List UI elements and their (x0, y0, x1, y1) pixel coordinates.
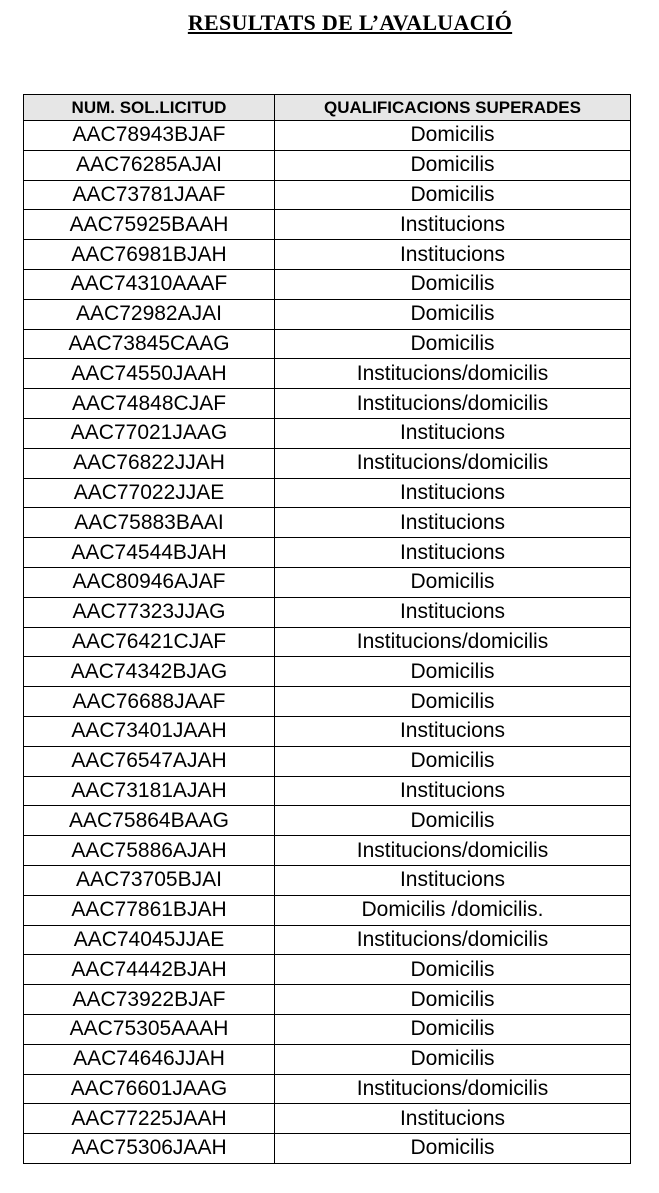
table-row (24, 657, 631, 687)
request-number-cell: AAC80946AJAF (24, 567, 275, 597)
request-number-cell: AAC75306JAAH (24, 1134, 275, 1164)
table-body (24, 121, 631, 1164)
table-row (24, 359, 631, 389)
qualification-cell: Institucions (275, 1104, 631, 1134)
request-number-cell: AAC74544BJAH (24, 538, 275, 568)
request-number-cell: AAC77022JJAE (24, 478, 275, 508)
table-row (24, 597, 631, 627)
qualification-cell: Institucions (275, 418, 631, 448)
qualification-cell: Domicilis (275, 1014, 631, 1044)
table-row (24, 1104, 631, 1134)
table-row (24, 508, 631, 538)
table-row (24, 329, 631, 359)
request-number-cell: AAC78943BJAF (24, 121, 275, 151)
table-row (24, 836, 631, 866)
qualification-cell: Domicilis (275, 746, 631, 776)
table-row (24, 240, 631, 270)
qualification-cell: Domicilis (275, 687, 631, 717)
qualification-cell: Domicilis (275, 1134, 631, 1164)
qualification-cell: Domicilis (275, 806, 631, 836)
request-number-cell: AAC76421CJAF (24, 627, 275, 657)
table-row (24, 299, 631, 329)
qualification-cell: Institucions (275, 210, 631, 240)
results-table (23, 94, 631, 1164)
request-number-cell: AAC76601JAAG (24, 1074, 275, 1104)
qualification-cell: Institucions/domicilis (275, 925, 631, 955)
table-header (24, 95, 631, 121)
column-header-qualifications: QUALIFICACIONS SUPERADES (275, 95, 631, 121)
page-title: RESULTATS DE L’AVALUACIÓ (187, 10, 513, 35)
request-number-cell: AAC74550JAAH (24, 359, 275, 389)
table-row (24, 627, 631, 657)
request-number-cell: AAC76285AJAI (24, 150, 275, 180)
table-row (24, 478, 631, 508)
table-row (24, 687, 631, 717)
table-row (24, 985, 631, 1015)
qualification-cell: Institucions (275, 776, 631, 806)
qualification-cell: Institucions (275, 240, 631, 270)
table-row (24, 925, 631, 955)
request-number-cell: AAC76547AJAH (24, 746, 275, 776)
qualification-cell: Domicilis (275, 567, 631, 597)
request-number-cell: AAC77021JAAG (24, 418, 275, 448)
request-number-cell: AAC76822JJAH (24, 448, 275, 478)
request-number-cell: AAC73781JAAF (24, 180, 275, 210)
qualification-cell: Domicilis (275, 955, 631, 985)
qualification-cell: Domicilis (275, 1044, 631, 1074)
qualification-cell: Domicilis /domicilis. (275, 895, 631, 925)
qualification-cell: Institucions (275, 597, 631, 627)
table-row (24, 716, 631, 746)
table-row (24, 955, 631, 985)
request-number-cell: AAC73845CAAG (24, 329, 275, 359)
table-row (24, 210, 631, 240)
qualification-cell: Domicilis (275, 657, 631, 687)
request-number-cell: AAC73181AJAH (24, 776, 275, 806)
table-row (24, 1074, 631, 1104)
request-number-cell: AAC73401JAAH (24, 716, 275, 746)
request-number-cell: AAC73705BJAI (24, 865, 275, 895)
table-row (24, 150, 631, 180)
request-number-cell: AAC75864BAAG (24, 806, 275, 836)
request-number-cell: AAC75883BAAI (24, 508, 275, 538)
qualification-cell: Institucions (275, 478, 631, 508)
table-row (24, 180, 631, 210)
table-row (24, 1014, 631, 1044)
table-row (24, 1134, 631, 1164)
qualification-cell: Domicilis (275, 269, 631, 299)
table-row (24, 269, 631, 299)
table-row (24, 1044, 631, 1074)
request-number-cell: AAC72982AJAI (24, 299, 275, 329)
qualification-cell: Domicilis (275, 985, 631, 1015)
table-row (24, 389, 631, 419)
request-number-cell: AAC77861BJAH (24, 895, 275, 925)
qualification-cell: Domicilis (275, 121, 631, 151)
request-number-cell: AAC75305AAAH (24, 1014, 275, 1044)
qualification-cell: Domicilis (275, 299, 631, 329)
qualification-cell: Institucions/domicilis (275, 1074, 631, 1104)
qualification-cell: Institucions/domicilis (275, 836, 631, 866)
qualification-cell: Institucions (275, 508, 631, 538)
table-row (24, 538, 631, 568)
qualification-cell: Institucions/domicilis (275, 448, 631, 478)
request-number-cell: AAC77323JJAG (24, 597, 275, 627)
table-row (24, 776, 631, 806)
request-number-cell: AAC75886AJAH (24, 836, 275, 866)
table-row (24, 895, 631, 925)
qualification-cell: Domicilis (275, 180, 631, 210)
qualification-cell: Institucions/domicilis (275, 627, 631, 657)
table-row (24, 806, 631, 836)
request-number-cell: AAC74310AAAF (24, 269, 275, 299)
request-number-cell: AAC74442BJAH (24, 955, 275, 985)
request-number-cell: AAC75925BAAH (24, 210, 275, 240)
request-number-cell: AAC77225JAAH (24, 1104, 275, 1134)
qualification-cell: Domicilis (275, 329, 631, 359)
qualification-cell: Domicilis (275, 150, 631, 180)
qualification-cell: Institucions (275, 716, 631, 746)
table-row (24, 865, 631, 895)
qualification-cell: Institucions/domicilis (275, 389, 631, 419)
table-row (24, 448, 631, 478)
request-number-cell: AAC73922BJAF (24, 985, 275, 1015)
qualification-cell: Institucions (275, 538, 631, 568)
table-row (24, 418, 631, 448)
qualification-cell: Institucions/domicilis (275, 359, 631, 389)
request-number-cell: AAC74646JJAH (24, 1044, 275, 1074)
qualification-cell: Institucions (275, 865, 631, 895)
request-number-cell: AAC76981BJAH (24, 240, 275, 270)
column-header-request-number: NUM. SOL.LICITUD (24, 95, 275, 121)
request-number-cell: AAC74848CJAF (24, 389, 275, 419)
request-number-cell: AAC76688JAAF (24, 687, 275, 717)
table-row (24, 121, 631, 151)
request-number-cell: AAC74342BJAG (24, 657, 275, 687)
header-row (24, 95, 631, 121)
table-row (24, 746, 631, 776)
table-row (24, 567, 631, 597)
request-number-cell: AAC74045JJAE (24, 925, 275, 955)
